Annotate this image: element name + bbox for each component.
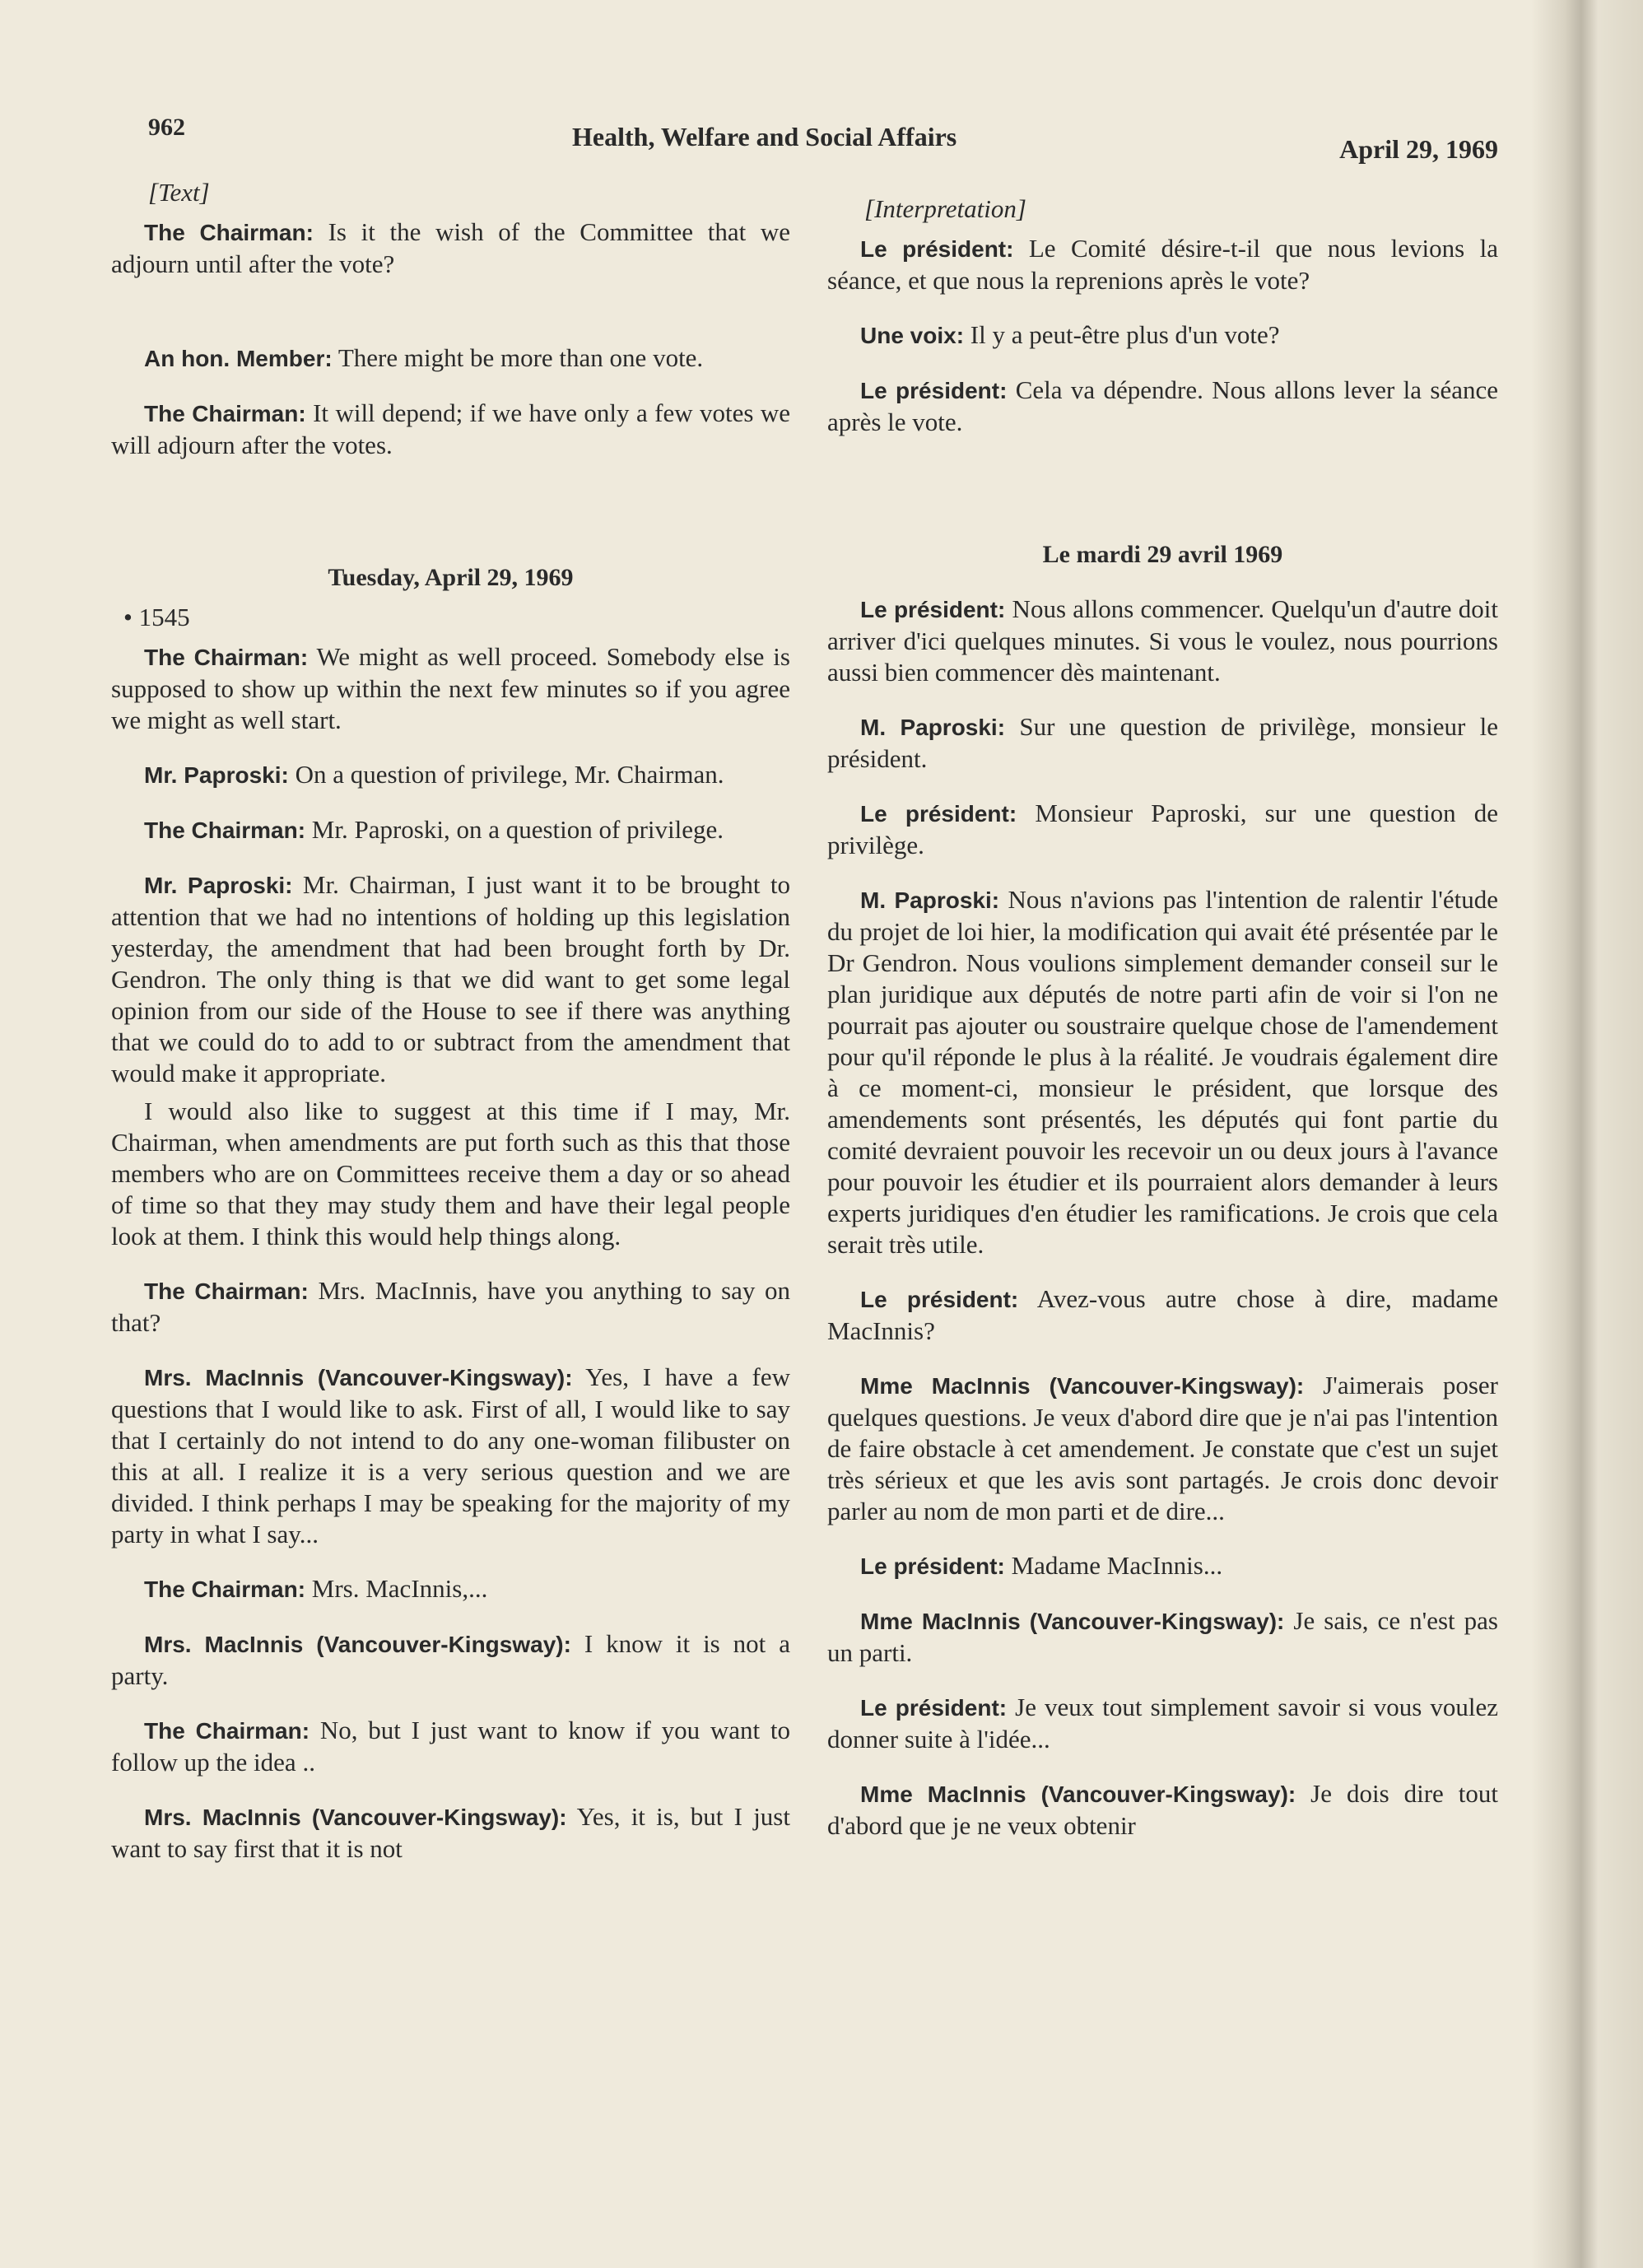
paragraph (827, 375, 1498, 438)
paragraph (111, 869, 790, 1089)
french-column (827, 177, 1498, 1865)
dateline: Tuesday, April 29, 1969 (328, 564, 574, 591)
speech: Je dois dire tout d'abord que je ne veux obtenir (827, 1779, 1498, 1840)
paragraph (827, 319, 1498, 352)
paragraph: I would also like to suggest at this time if I may, Mr. Chairman, when amendments are put forth such as this that those members who are on Committees receive them a day or so ahead of time so that they may study them and have their legal people look at them. I think this would help things along. (111, 1097, 790, 1250)
paragraph (827, 1605, 1498, 1669)
speech: Mr. Paproski, on a question of privilege. (305, 815, 724, 844)
speech: Sur une question de privilège, monsieur le président. (827, 712, 1498, 773)
speaker: Mme MacInnis (Vancouver-Kingsway): (860, 1609, 1285, 1634)
paragraph (111, 342, 790, 375)
page-number: 962 (148, 114, 185, 141)
running-title: Health, Welfare and Social Affairs (572, 122, 957, 151)
paragraph (827, 1692, 1498, 1755)
speech: Cela va dépendre. Nous allons lever la séance après le vote. (827, 375, 1498, 436)
speaker: Mrs. MacInnis (Vancouver-Kingsway): (144, 1805, 567, 1830)
column-label: [Interpretation] (864, 194, 1026, 223)
paragraph (111, 641, 790, 736)
speaker: Le président: (860, 1695, 1008, 1721)
speech: No, but I just want to know if you want to follow up the idea .. (111, 1716, 791, 1777)
paragraph (111, 1573, 790, 1605)
paragraph (111, 217, 790, 280)
speech: Je veux tout simplement savoir si vous voulez donner suite à l'idée... (827, 1693, 1499, 1753)
speech: Yes, I have a few questions that I would like to ask. First of all, I would like to say that I certainly do not intend to do any one-woman filibuster on this at all. I realize it is a very serious question and we are divided. I think perhaps I may be speaking for the majority of my party in what I say... (111, 1362, 790, 1548)
speaker: Mme MacInnis (Vancouver-Kingsway): (860, 1781, 1296, 1807)
paragraph (111, 1715, 790, 1778)
speech: Mrs. MacInnis, have you anything to say on that? (111, 1276, 790, 1337)
paragraph (827, 711, 1498, 775)
speaker: Mr. Paproski: (144, 873, 293, 898)
speech: Is it the wish of the Committee that we adjourn until after the vote? (111, 217, 790, 278)
speaker: Le président: (860, 1287, 1019, 1312)
speaker: Le président: (860, 801, 1017, 827)
paragraph (827, 1550, 1498, 1582)
speech: Madame MacInnis... (1004, 1551, 1223, 1580)
paragraph (827, 1283, 1498, 1347)
speaker: Une voix: (860, 323, 965, 348)
speaker: Le président: (860, 1553, 1005, 1579)
speech: Nous allons commencer. Quelqu'un d'autre doit arriver d'ici quelques minutes. Si vous le voulez, nous pourrions aussi bien commencer dès maintenant. (827, 594, 1498, 687)
paragraph (111, 1362, 790, 1550)
speaker: The Chairman: (144, 817, 306, 843)
paragraph (827, 233, 1498, 296)
paragraph (111, 759, 790, 791)
speech: J'aimerais poser quelques questions. Je veux d'abord dire que je n'ai pas l'intention de faire obstacle à cet amendement. Je constate que c'est un sujet très sérieux et que les avis sont partagés. Je crois donc devoir parler au nom de mon parti et de dire... (827, 1371, 1498, 1525)
paragraph (111, 1275, 790, 1339)
english-column (111, 177, 790, 1888)
speaker: Mrs. MacInnis (Vancouver-Kingsway): (144, 1365, 573, 1390)
speech: Yes, it is, but I just want to say first that it is not (111, 1802, 790, 1863)
speech: Il y a peut-être plus d'un vote? (964, 320, 1280, 349)
speech: It will depend; if we have only a few votes we will adjourn after the votes. (111, 398, 790, 459)
dateline: Le mardi 29 avril 1969 (1042, 541, 1283, 568)
speech: There might be more than one vote. (332, 343, 704, 372)
speaker: The Chairman: (144, 401, 306, 426)
speech: Le Comité désire-t-il que nous levions la séance, et que nous la reprenions après le vote? (827, 234, 1499, 295)
paragraph (111, 398, 790, 461)
paragraph (827, 594, 1498, 688)
speaker: M. Paproski: (860, 715, 1006, 740)
paragraph (827, 798, 1498, 861)
speaker: Le président: (860, 236, 1014, 262)
speech: Mr. Chairman, I just want it to be brought to attention that we had no intentions of holding up this legislation yesterday, the amendment that had been brought forth by Dr. Gendron. The only thing is that we did want to get some legal opinion from our side of the House to see if there was anything that we could do to add to or subtract from the amendment that would make it appropriate. (111, 870, 790, 1087)
speech: Je sais, ce n'est pas un parti. (827, 1606, 1499, 1667)
speech: On a question of privilege, Mr. Chairman. (288, 760, 724, 789)
time-marker: • 1545 (123, 603, 190, 631)
paragraph (827, 1370, 1498, 1527)
speaker: Mr. Paproski: (144, 762, 289, 788)
paragraph (827, 1778, 1498, 1842)
speaker: Le président: (860, 378, 1008, 403)
speaker: Le président: (860, 597, 1006, 622)
column-label: [Text] (148, 178, 210, 207)
book-gutter (1531, 0, 1643, 2268)
paragraph (111, 1801, 790, 1865)
speaker: M. Paproski: (860, 887, 1000, 913)
speech: Avez-vous autre chose à dire, madame MacInnis? (827, 1284, 1498, 1345)
speaker: Mme MacInnis (Vancouver-Kingsway): (860, 1373, 1305, 1399)
paragraph (111, 814, 790, 846)
speaker: The Chairman: (144, 1718, 310, 1744)
speaker: An hon. Member: (144, 346, 333, 371)
speech: Monsieur Paproski, sur une question de privilège. (827, 799, 1498, 859)
speaker: The Chairman: (144, 645, 309, 670)
paragraph (111, 1628, 790, 1692)
speech: I know it is not a party. (111, 1629, 790, 1690)
page-header (140, 114, 1498, 163)
speaker: The Chairman: (144, 1576, 306, 1602)
speaker: The Chairman: (144, 220, 314, 245)
speech: Nous n'avions pas l'intention de ralentir l'étude du projet de loi hier, la modification qui avait été présentée par le Dr Gendron. Nous voulions simplement demander conseil sur le plan juridique aux députés de notre parti afin de voir si l'on ne pourrait pas ajouter ou soustraire quelque chose de l'amendement pour qu'il réponde le plus à la réalité. Je voudrais également dire à ce moment-ci, monsieur le président, que lorsque des amendements sont présentés, les députés qui font partie du comité devraient pouvoir les recevoir un ou deux jours à l'avance pour pouvoir les étudier et ils pourraient alors demander à leurs experts juridiques d'en étudier les ramifications. Je crois que cela serait très utile. (827, 885, 1499, 1259)
speech: We might as well proceed. Somebody else is supposed to show up within the next few minutes so if you agree we might as well start. (111, 642, 790, 734)
paragraph (827, 884, 1498, 1260)
speech: Mrs. MacInnis,... (305, 1574, 488, 1603)
speaker: The Chairman: (144, 1278, 309, 1304)
header-date: April 29, 1969 (1339, 134, 1498, 164)
speaker: Mrs. MacInnis (Vancouver-Kingsway): (144, 1632, 571, 1657)
